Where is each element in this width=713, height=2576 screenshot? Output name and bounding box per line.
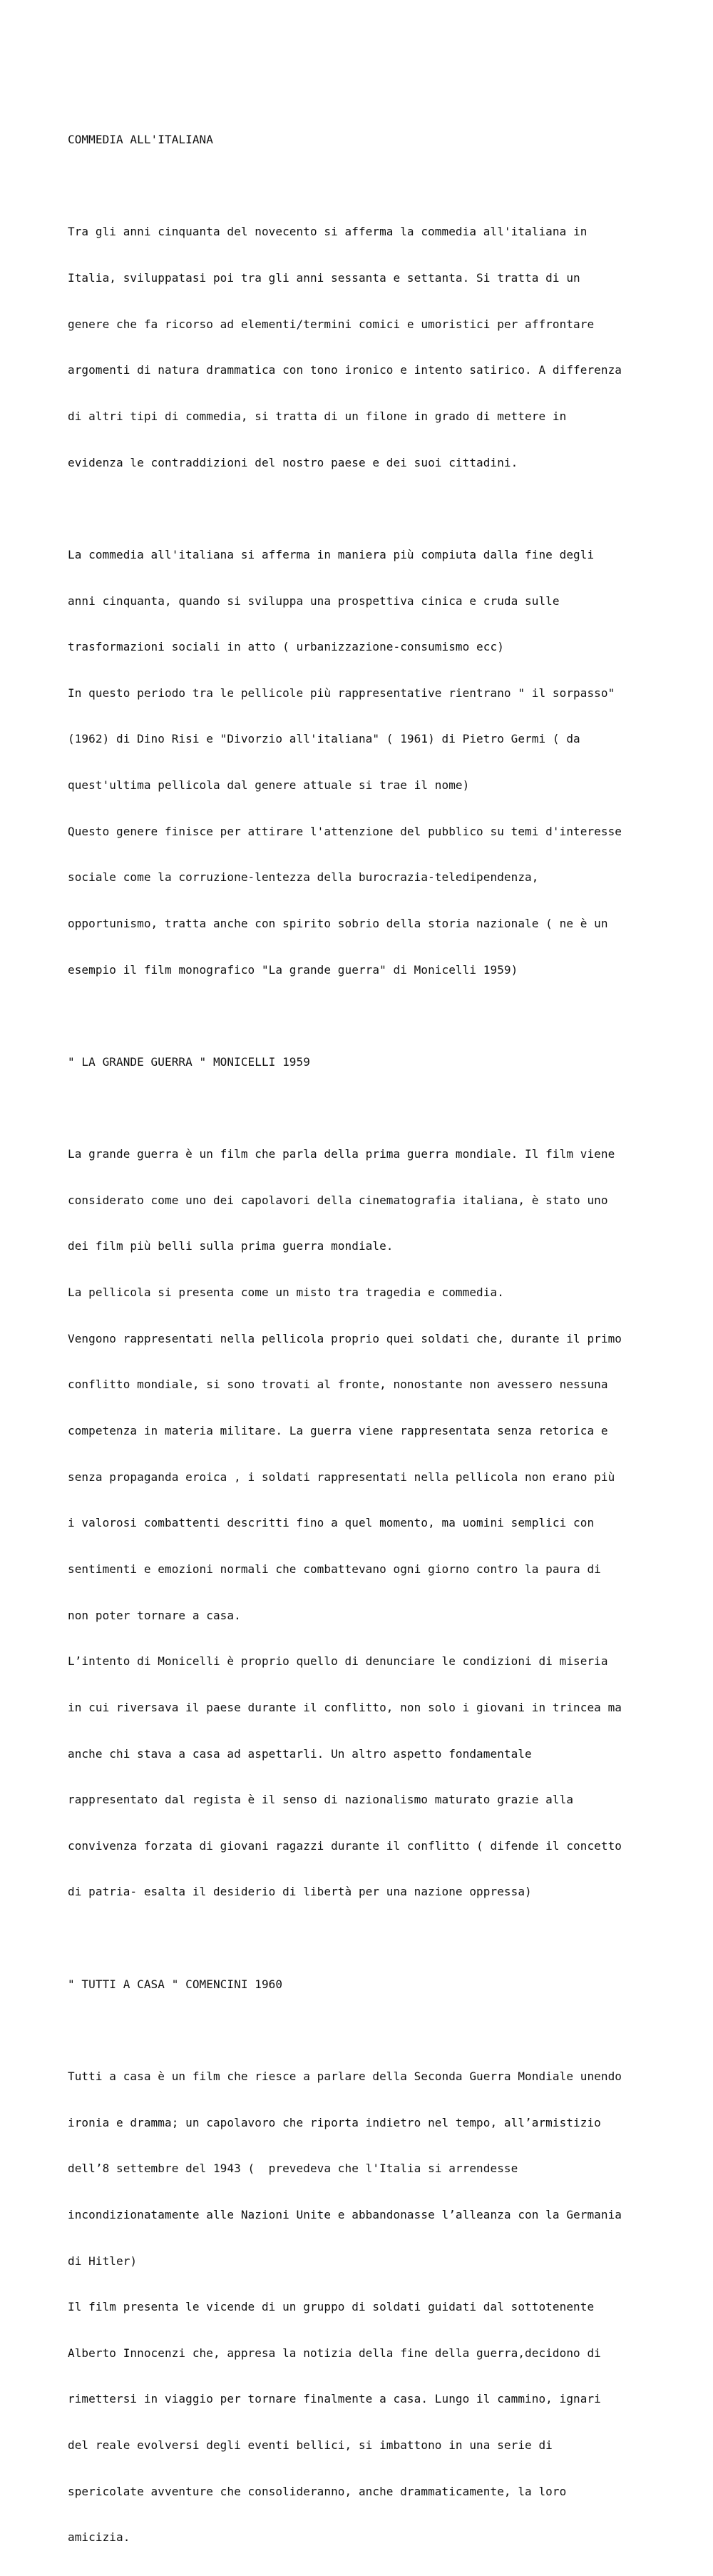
blank-line (68, 178, 695, 194)
text-line: Italia, sviluppatasi poi tra gli anni sessanta e settanta. Si tratta di un (68, 271, 580, 285)
text-line: in cui riversava il paese durante il conflitto, non solo i giovani in trincea ma (68, 1700, 622, 1714)
text-line: anche chi stava a casa ad aspettarli. Un altro aspetto fondamentale (68, 1746, 532, 1761)
text-line: (1962) di Dino Risi e "Divorzio all'italiana" ( 1961) di Pietro Germi ( da (68, 732, 580, 746)
text-line: quest'ultima pellicola dal genere attuale si trae il nome) (68, 778, 470, 793)
text-line: anni cinquanta, quando si sviluppa una prospettiva cinica e cruda sulle (68, 594, 560, 608)
text-line: di Hitler) (68, 2254, 138, 2268)
text-line: La commedia all'italiana si afferma in maniera più compiuta dalla fine degli (68, 547, 595, 561)
text-line: trasformazioni sociali in atto ( urbanizzazione-consumismo ecc) (68, 640, 504, 654)
text-line: i valorosi combattenti descritti fino a quel momento, ma uomini semplici con (68, 1516, 595, 1530)
document-body (68, 101, 695, 2576)
text-line: Vengono rappresentati nella pellicola proprio quei soldati che, durante il primo (68, 1331, 622, 1345)
text-line: La grande guerra è un film che parla della prima guerra mondiale. Il film viene (68, 1147, 615, 1161)
text-line: Alberto Innocenzi che, appresa la notizia della fine della guerra,decidono di (68, 2346, 601, 2360)
text-line: esempio il film monografico "La grande guerra" di Monicelli 1959) (68, 962, 518, 977)
text-line: sentimenti e emozioni normali che combattevano ogni giorno contro la paura di (68, 1562, 601, 1576)
text-line: di altri tipi di commedia, si tratta di un filone in grado di mettere in (68, 409, 567, 423)
section-heading: " LA GRANDE GUERRA " MONICELLI 1959 (68, 1054, 310, 1069)
section-heading: " TUTTI A CASA " COMENCINI 1960 (68, 1977, 283, 1991)
text-line: incondizionatamente alle Nazioni Unite e abbandonasse l’alleanza con la Germania (68, 2207, 622, 2221)
text-line: Tra gli anni cinquanta del novecento si afferma la commedia all'italiana in (68, 225, 588, 239)
text-line: senza propaganda eroica , i soldati rappresentati nella pellicola non erano più (68, 1470, 615, 1484)
text-line: del reale evolversi degli eventi bellici, si imbattono in una serie di (68, 2438, 553, 2453)
text-line: sociale come la corruzione-lentezza della burocrazia-teledipendenza, (68, 870, 539, 885)
text-line: dei film più belli sulla prima guerra mondiale. (68, 1239, 394, 1253)
text-line: genere che fa ricorso ad elementi/termini comici e umoristici per affrontare (68, 317, 595, 331)
text-line: evidenza le contraddizioni del nostro paese e dei suoi cittadini. (68, 455, 518, 469)
text-line: rappresentato dal regista è il senso di nazionalismo maturato grazie alla (68, 1793, 574, 1807)
text-line: competenza in materia militare. La guerra viene rappresentata senza retorica e (68, 1424, 608, 1438)
blank-line (68, 1930, 695, 1946)
text-line: dell’8 settembre del 1943 ( prevedeva che l'Italia si arrendesse (68, 2162, 518, 2176)
blank-line (68, 2022, 695, 2038)
document-title: COMMEDIA ALL'ITALIANA (68, 133, 213, 147)
text-line: convivenza forzata di giovani ragazzi durante il conflitto ( difende il concetto (68, 1838, 622, 1853)
text-line: non poter tornare a casa. (68, 1608, 241, 1622)
text-line: In questo periodo tra le pellicole più rappresentative rientrano " il sorpasso" (68, 686, 615, 700)
text-line: rimettersi in viaggio per tornare finalmente a casa. Lungo il cammino, ignari (68, 2392, 601, 2406)
text-line: Questo genere finisce per attirare l'attenzione del pubblico su temi d'interesse (68, 824, 622, 838)
blank-line (68, 1101, 695, 1116)
text-line: Il film presenta le vicende di un gruppo di soldati guidati dal sottotenente (68, 2300, 595, 2314)
text-line: di patria- esalta il desiderio di libertà per una nazione oppressa) (68, 1885, 532, 1899)
text-line: argomenti di natura drammatica con tono ironico e intento satirico. A differenza (68, 363, 622, 377)
text-line: considerato come uno dei capolavori della cinematografia italiana, è stato uno (68, 1193, 608, 1207)
blank-line (68, 1008, 695, 1024)
text-line: La pellicola si presenta come un misto tra tragedia e commedia. (68, 1286, 504, 1300)
text-line: ironia e dramma; un capolavoro che riporta indietro nel tempo, all’armistizio (68, 2115, 601, 2129)
text-line: opportunismo, tratta anche con spirito sobrio della storia nazionale ( ne è un (68, 916, 608, 930)
text-line: spericolate avventure che consolideranno, anche drammaticamente, la loro (68, 2484, 567, 2498)
text-line: amicizia. (68, 2530, 130, 2545)
blank-line (68, 501, 695, 516)
text-line: conflitto mondiale, si sono trovati al fronte, nonostante non avessero nessuna (68, 1378, 608, 1392)
text-line: Tutti a casa è un film che riesce a parlare della Seconda Guerra Mondiale unendo (68, 2070, 622, 2083)
text-line: L’intento di Monicelli è proprio quello di denunciare le condizioni di miseria (68, 1654, 608, 1669)
